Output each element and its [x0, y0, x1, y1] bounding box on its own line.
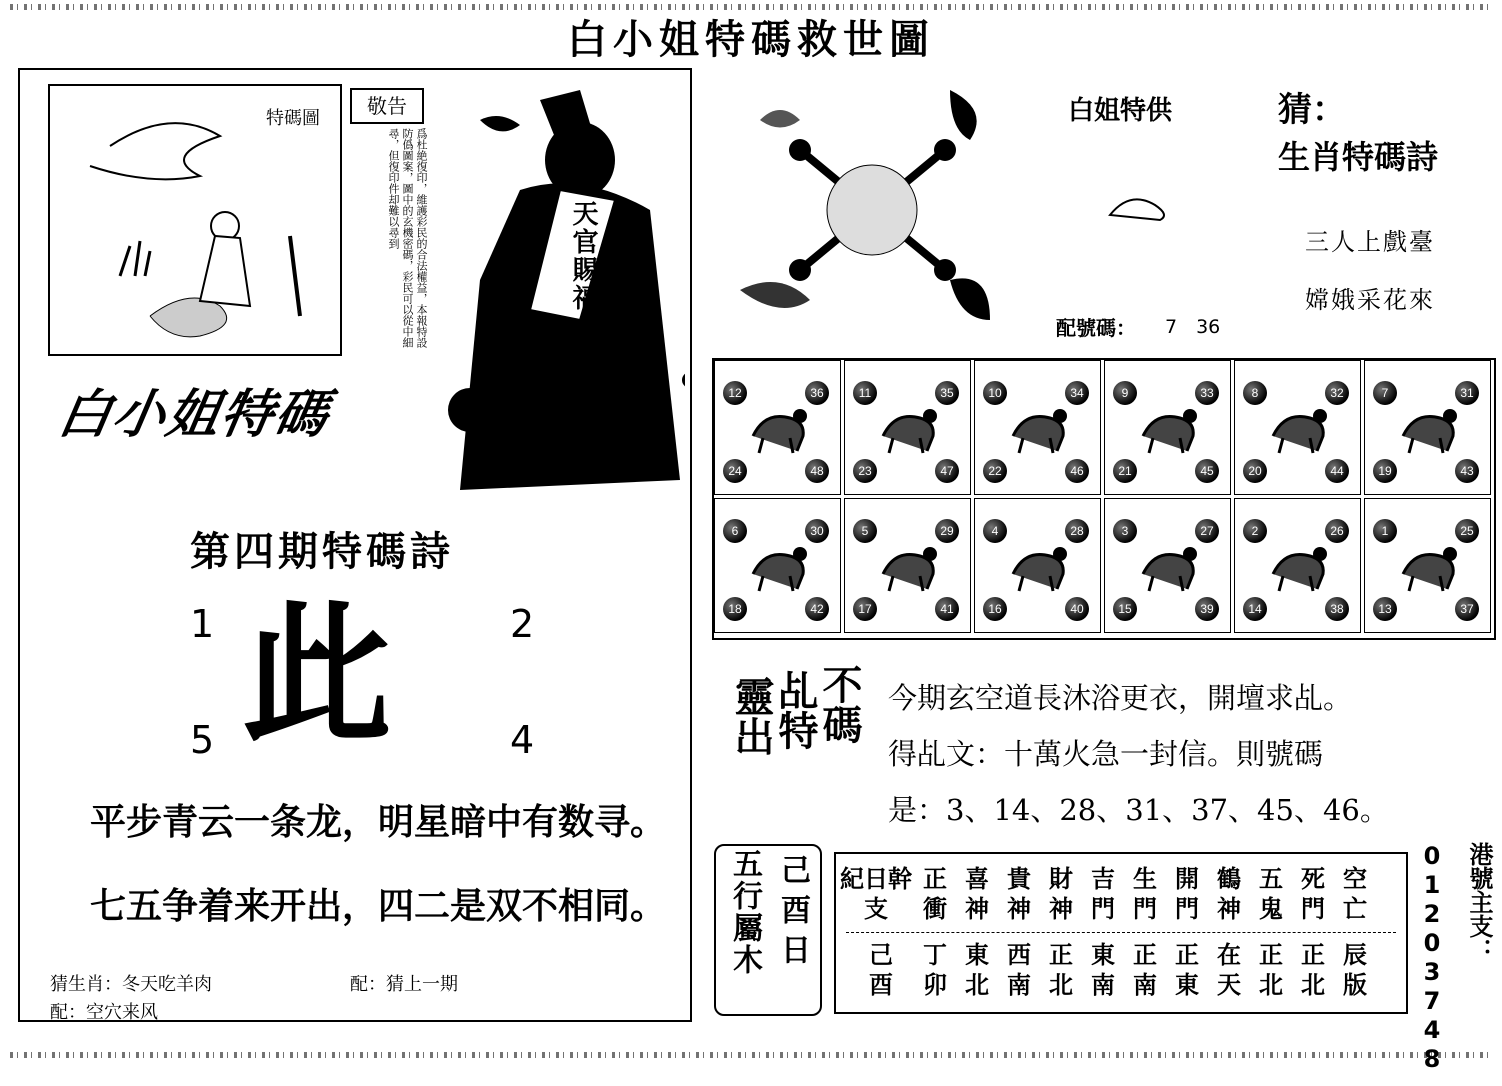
zodiac-cell — [974, 360, 1101, 495]
number-ball: 6 — [723, 519, 747, 543]
oracle-line-3: 是：3、14、28、31、37、45、46。 — [888, 793, 1389, 827]
number-ball: 12 — [723, 381, 747, 405]
rabbit-icon — [1135, 396, 1201, 456]
number-ball: 46 — [1065, 459, 1089, 483]
oracle-line-1: 今期玄空道長沐浴更衣，開壇求乩。 — [888, 681, 1353, 715]
almanac-lead-header: 紀日幹支 — [840, 864, 912, 923]
number-ball: 14 — [1243, 597, 1267, 621]
oracle-heading-col-3: 靈出 — [728, 676, 775, 756]
oracle-line-2: 得乩文：十萬火急一封信。則號碼 — [888, 737, 1324, 771]
oracle-heading — [725, 664, 865, 814]
zodiac-cell — [1234, 498, 1361, 633]
number-ball: 17 — [853, 597, 877, 621]
almanac-value: 西南 — [1007, 940, 1031, 999]
number-ball: 22 — [983, 459, 1007, 483]
number-ball: 5 — [853, 519, 877, 543]
almanac-header: 開門 — [1175, 864, 1199, 923]
five-elements: 五行屬木 — [727, 848, 762, 976]
number-ball: 34 — [1065, 381, 1089, 405]
poem-title: 第四期特碼詩 — [190, 528, 454, 575]
day-stem-branch: 己酉日 — [775, 854, 810, 974]
almanac-header: 空亡 — [1343, 864, 1367, 923]
number-ball: 47 — [935, 459, 959, 483]
number-ball: 16 — [983, 597, 1007, 621]
almanac-value: 在天 — [1217, 940, 1241, 999]
match-number-label: 配號碼： — [1056, 316, 1136, 340]
code-picture — [48, 84, 342, 356]
zodiac-cross-illustration — [720, 80, 1040, 340]
zodiac-cell — [844, 498, 971, 633]
zodiac-poem-line-1: 三人上戲臺 — [1305, 228, 1435, 256]
rat-sketch-icon — [1100, 180, 1180, 230]
number-ball: 11 — [853, 381, 877, 405]
almanac-table — [834, 852, 1408, 1014]
zodiac-cell — [844, 360, 971, 495]
rooster-icon — [1135, 534, 1201, 594]
number-ball: 21 — [1113, 459, 1137, 483]
number-ball: 9 — [1113, 381, 1137, 405]
left-panel — [18, 68, 692, 1022]
match-hint: 配：空穴来风 — [50, 1002, 158, 1023]
dragon-icon — [1265, 396, 1331, 456]
zodiac-poem-line-2: 嫦娥采花來 — [1305, 286, 1435, 314]
poem-line-1: 平步青云一条龙，明星暗中有数寻。 — [90, 801, 667, 843]
zodiac-cell — [974, 498, 1101, 633]
zodiac-cell — [1104, 360, 1231, 495]
zodiac-poem-title: 生肖特碼詩 — [1278, 138, 1439, 176]
almanac-value: 正東 — [1175, 940, 1199, 999]
number-bottom-right: 4 — [510, 718, 535, 762]
special-supply: 白姐特供 — [1068, 96, 1173, 126]
number-ball: 19 — [1373, 459, 1397, 483]
almanac-value: 正北 — [1301, 940, 1325, 999]
snake-icon — [1395, 396, 1461, 456]
number-ball: 24 — [723, 459, 747, 483]
number-ball: 48 — [805, 459, 829, 483]
number-ball: 4 — [983, 519, 1007, 543]
scholar-illustration-icon — [50, 86, 340, 354]
picture-label: 特碼圖 — [266, 108, 320, 129]
number-ball: 28 — [1065, 519, 1089, 543]
match-numbers: 7 36 — [1165, 316, 1221, 338]
notice-title: 敬告 — [350, 88, 424, 124]
number-ball: 41 — [935, 597, 959, 621]
zodiac-cell — [1364, 498, 1491, 633]
day-element-box — [714, 844, 822, 1016]
number-ball: 37 — [1455, 597, 1479, 621]
almanac-header: 貴神 — [1007, 864, 1031, 923]
rat-icon — [745, 396, 811, 456]
zodiac-cell — [1364, 360, 1491, 495]
goat-icon — [875, 534, 941, 594]
number-ball: 29 — [935, 519, 959, 543]
number-ball: 44 — [1325, 459, 1349, 483]
almanac-value: 辰版 — [1343, 940, 1367, 999]
number-top-right: 2 — [510, 602, 535, 646]
number-ball: 13 — [1373, 597, 1397, 621]
number-ball: 10 — [983, 381, 1007, 405]
zodiac-number-grid — [712, 358, 1496, 640]
number-ball: 7 — [1373, 381, 1397, 405]
almanac-value: 正南 — [1133, 940, 1157, 999]
brand-logo: 白小姐特碼 — [53, 384, 335, 445]
zodiac-cell — [1104, 498, 1231, 633]
almanac-header: 財神 — [1049, 864, 1073, 923]
deity-illustration-icon — [420, 80, 685, 510]
oracle-heading-col-1: 不碼 — [816, 664, 863, 744]
number-ball: 43 — [1455, 459, 1479, 483]
almanac-header: 吉門 — [1091, 864, 1115, 923]
number-bottom-left: 5 — [190, 718, 215, 762]
number-ball: 1 — [1373, 519, 1397, 543]
number-ball: 42 — [805, 597, 829, 621]
number-ball: 23 — [853, 459, 877, 483]
almanac-header: 五鬼 — [1259, 864, 1283, 923]
phone-number: 01203748 — [1418, 842, 1446, 1074]
number-ball: 35 — [935, 381, 959, 405]
number-ball: 25 — [1455, 519, 1479, 543]
almanac-header: 鶴神 — [1217, 864, 1241, 923]
match-label: 配：猜上一期 — [350, 974, 458, 995]
number-ball: 27 — [1195, 519, 1219, 543]
number-ball: 2 — [1243, 519, 1267, 543]
number-ball: 31 — [1455, 381, 1479, 405]
bottom-noise-band — [10, 1052, 1492, 1058]
pig-icon — [1395, 534, 1461, 594]
number-ball: 20 — [1243, 459, 1267, 483]
guess-label: 猜： — [1278, 90, 1346, 130]
zodiac-cell — [714, 360, 841, 495]
almanac-header: 死門 — [1301, 864, 1325, 923]
notice-text: 爲杜絶復印，維護彩民的合法權益，本報特設防僞圖案，圖中的玄機密碼，彩民可以從中細尋，但復印件却難以尋到 — [387, 128, 428, 348]
page-title: 白小姐特碼救世圖 — [567, 16, 935, 63]
almanac-header: 生門 — [1133, 864, 1157, 923]
ox-icon — [875, 396, 941, 456]
almanac-value: 東北 — [965, 940, 989, 999]
deity-banner: 天官賜福 — [568, 200, 598, 312]
phone-label: 港號主支： — [1465, 842, 1493, 962]
number-ball: 3 — [1113, 519, 1137, 543]
poem-line-2: 七五争着来开出，四二是双不相同。 — [90, 885, 667, 927]
number-ball: 36 — [805, 381, 829, 405]
number-top-left: 1 — [190, 602, 215, 646]
almanac-value: 己酉 — [869, 940, 893, 999]
number-ball: 39 — [1195, 597, 1219, 621]
number-ball: 40 — [1065, 597, 1089, 621]
almanac-value: 東南 — [1091, 940, 1115, 999]
horse-icon — [745, 534, 811, 594]
number-ball: 18 — [723, 597, 747, 621]
almanac-divider — [846, 932, 1396, 933]
monkey-icon — [1005, 534, 1071, 594]
almanac-value: 正北 — [1049, 940, 1073, 999]
number-ball: 26 — [1325, 519, 1349, 543]
number-ball: 45 — [1195, 459, 1219, 483]
number-ball: 30 — [805, 519, 829, 543]
almanac-value: 正北 — [1259, 940, 1283, 999]
tiger-icon — [1005, 396, 1071, 456]
guess-zodiac: 猜生肖：冬天吃羊肉 — [50, 974, 212, 995]
almanac-value: 丁卯 — [923, 940, 947, 999]
zodiac-cell — [714, 498, 841, 633]
almanac-header: 正衝 — [923, 864, 947, 923]
number-ball: 33 — [1195, 381, 1219, 405]
almanac-header: 喜神 — [965, 864, 989, 923]
number-ball: 15 — [1113, 597, 1137, 621]
zodiac-cell — [1234, 360, 1361, 495]
dog-icon — [1265, 534, 1331, 594]
number-ball: 8 — [1243, 381, 1267, 405]
oracle-heading-col-2: 乩特 — [772, 670, 819, 750]
big-character: 此 — [242, 587, 393, 763]
number-ball: 38 — [1325, 597, 1349, 621]
number-ball: 32 — [1325, 381, 1349, 405]
